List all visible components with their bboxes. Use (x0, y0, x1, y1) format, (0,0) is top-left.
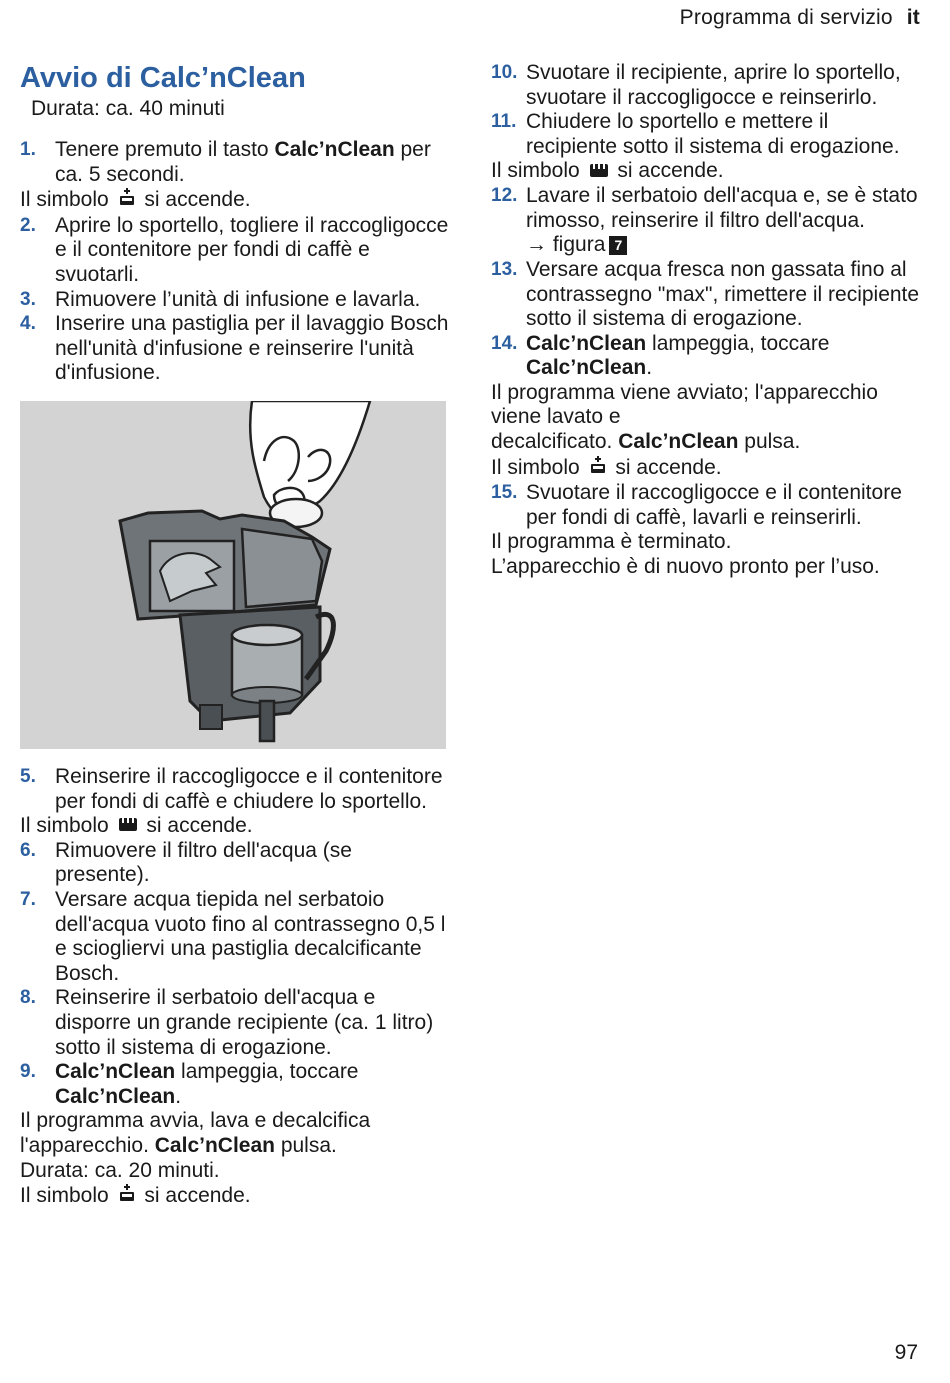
step-text: Aprire lo sportello, togliere il raccogligocce e il contenitore per fondi di caffè e svuotarli. (55, 213, 449, 286)
step-text: per ca. 5 secondi. (55, 138, 431, 186)
note-text: decalcificato. (491, 430, 619, 454)
step-bold: Calc’nClean (55, 1060, 176, 1084)
step-bold: Calc’nClean (526, 356, 647, 380)
note-program-start (20, 1109, 450, 1158)
note-symbol-5 (20, 814, 450, 839)
step-text: Inserire una pastiglia per il lavaggio Bosch nell'unità d'infusione e reinserire l'unità d'infusione. (55, 312, 449, 385)
note-duration: Durata: ca. 20 minuti. (20, 1158, 220, 1182)
note-program-started: Il programma viene avviato; l'apparecchio viene lavato e (491, 380, 878, 429)
step-13 (491, 258, 921, 332)
step-text: Lavare il serbatoio dell'acqua e, se è stato rimosso, reinserire il filtro dell'acqua. (526, 184, 918, 232)
note-bold: Calc’nClean (154, 1134, 275, 1157)
note-text: Il simbolo (20, 188, 109, 212)
step-6 (20, 839, 450, 888)
calc-n-clean-symbol-icon (118, 1183, 136, 1210)
step-number: 9. (20, 1061, 36, 1083)
figure-number-badge: 7 (609, 236, 627, 255)
step-4 (20, 312, 450, 386)
step-text: Svuotare il raccogligocce e il contenitore per fondi di caffè, lavarli e reinserirli. (526, 481, 902, 529)
note-program-finished: Il programma è terminato. (491, 530, 732, 554)
step-number: 6. (20, 839, 36, 861)
note-symbol-11 (491, 159, 921, 184)
step-number: 14. (491, 332, 518, 354)
step-7 (20, 888, 450, 986)
step-number: 4. (20, 313, 36, 335)
calc-n-clean-symbol-icon (118, 187, 136, 214)
step-number: 13. (491, 258, 518, 280)
note-text: Il simbolo (491, 159, 580, 183)
note-text: Il simbolo (491, 455, 580, 479)
step-text: Rimuovere l’unità di infusione e lavarla. (55, 287, 421, 311)
note-text: Il simbolo (20, 1184, 109, 1208)
step-text: Versare acqua fresca non gassata fino al contrassegno "max", rimettere il recipiente sotto il sistema di erogazione. (526, 257, 920, 331)
step-9 (20, 1060, 450, 1109)
note-text: Il simbolo (20, 814, 109, 838)
page-title: Avvio di Calc’nClean (20, 62, 306, 94)
step-bold: Calc’nClean (274, 138, 395, 161)
step-text: Tenere premuto il tasto (55, 138, 275, 161)
duration-text: Durata: ca. 40 minuti (31, 97, 225, 120)
note-text: pulsa. (738, 430, 801, 454)
step-text: . (175, 1084, 182, 1108)
step-8 (20, 986, 450, 1060)
step-2 (20, 214, 450, 288)
note-text: si accende. (146, 814, 253, 838)
step-text: lampeggia, toccare (646, 331, 830, 355)
step-number: 10. (491, 62, 518, 83)
step-10 (491, 61, 921, 110)
step-number: 11. (491, 111, 517, 133)
step-number: 15. (491, 482, 518, 504)
step-bold: Calc’nClean (526, 331, 647, 355)
note-symbol-14 (491, 455, 921, 482)
step-1 (20, 138, 450, 187)
right-column (491, 61, 921, 580)
note-decalcified (491, 430, 921, 455)
step-number: 2. (20, 214, 36, 236)
step-text: . (646, 356, 653, 380)
illustration-brewing-unit-tablet (20, 401, 446, 749)
step-11 (491, 110, 921, 159)
step-number: 5. (20, 765, 36, 787)
note-text: si accende. (144, 188, 251, 212)
drip-tray-symbol-icon (589, 160, 609, 185)
note-text: si accende. (615, 455, 722, 479)
step-text: Chiudere lo sportello e mettere il recipiente sotto il sistema di erogazione. (526, 110, 900, 158)
note-bold: Calc’nClean (618, 430, 739, 454)
step-text: Reinserire il serbatoio dell'acqua e disporre un grande recipiente (ca. 1 litro) sotto il sistema di erogazione. (55, 986, 434, 1059)
note-symbol-1 (20, 187, 450, 214)
note-ready: L’apparecchio è di nuovo pronto per l’uso. (491, 555, 880, 579)
step-text: lampeggia, toccare (175, 1060, 359, 1084)
arrow-right-icon: → (526, 233, 547, 257)
note-symbol-9 (20, 1183, 450, 1210)
step-number: 7. (20, 889, 36, 911)
note-text: Il programma avvia, lava e decalcifica l'apparecchio. (20, 1109, 371, 1157)
page-header (680, 6, 920, 30)
step-5 (20, 765, 450, 814)
figure-reference[interactable] (526, 233, 627, 256)
step-number: 12. (491, 185, 518, 207)
step-text: Reinserire il raccogligocce e il contenitore per fondi di caffè e chiudere lo sportello. (55, 764, 443, 813)
figure-ref-text: figura (552, 233, 606, 257)
step-number: 3. (20, 288, 36, 310)
note-text: si accende. (144, 1184, 251, 1208)
note-text: si accende. (617, 159, 724, 183)
brewing-unit-drawing (20, 401, 446, 749)
step-bold: Calc’nClean (55, 1084, 176, 1108)
calc-n-clean-symbol-icon (589, 455, 607, 482)
step-text: Svuotare il recipiente, aprire lo sportello, svuotare il raccogligocce e reinserirlo. (526, 61, 901, 109)
drip-tray-symbol-icon (118, 814, 138, 839)
step-text: Versare acqua tiepida nel serbatoio dell'acqua vuoto fino al contrassegno 0,5 l e sciogliervi una pastiglia decalcificante Bosch. (55, 888, 446, 985)
step-3 (20, 288, 450, 313)
left-column (20, 60, 450, 1210)
step-15 (491, 481, 921, 530)
language-code: it (906, 6, 920, 29)
step-14 (491, 332, 921, 381)
section-title: Programma di servizio (679, 6, 893, 29)
page-number: 97 (894, 1341, 918, 1364)
note-text: pulsa. (274, 1134, 337, 1157)
step-number: 1. (20, 139, 36, 160)
step-number: 8. (20, 987, 36, 1009)
step-12 (491, 184, 921, 258)
step-text: Rimuovere il filtro dell'acqua (se presente). (55, 838, 352, 887)
